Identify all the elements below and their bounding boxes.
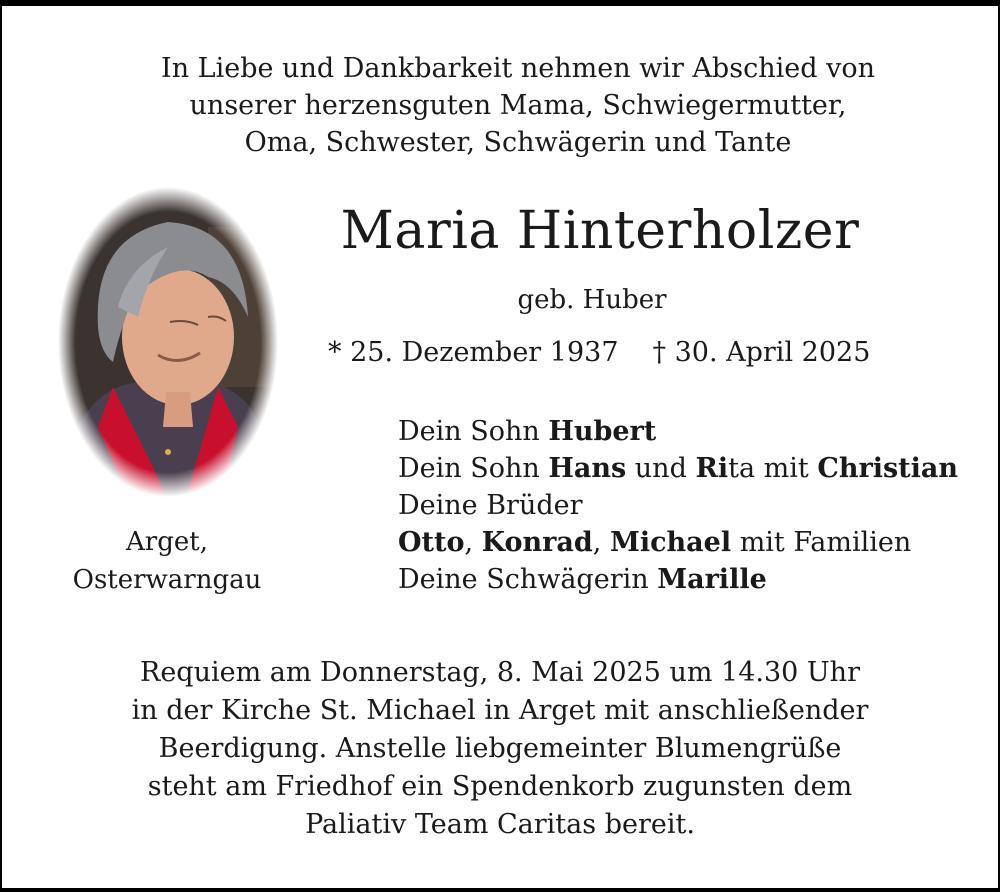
residence-line: Arget, bbox=[126, 527, 208, 557]
mourner-name: Hubert bbox=[548, 416, 657, 447]
connector-text: , bbox=[464, 527, 482, 558]
relation-text: Dein Sohn bbox=[398, 453, 549, 484]
connector-text: , bbox=[592, 527, 610, 558]
mourner-line bbox=[398, 450, 958, 487]
mourner-name: Otto bbox=[398, 527, 465, 558]
relation-text: Deine Schwägerin bbox=[398, 564, 658, 595]
relation-text: Dein Sohn bbox=[398, 416, 549, 447]
requiem-line: Paliativ Team Caritas bereit. bbox=[305, 809, 695, 840]
mourners-list bbox=[398, 413, 958, 598]
requiem-line: Beerdigung. Anstelle liebgemeinter Blumengrüße bbox=[158, 733, 842, 764]
life-dates bbox=[328, 334, 870, 372]
death-date: † 30. April 2025 bbox=[652, 337, 871, 368]
residence bbox=[56, 523, 278, 599]
requiem-line: in der Kirche St. Michael in Arget mit anschließender bbox=[131, 695, 869, 726]
mourner-name: Christian bbox=[817, 453, 958, 484]
intro-line: Oma, Schwester, Schwägerin und Tante bbox=[244, 127, 792, 158]
residence-line: Osterwarngau bbox=[72, 565, 262, 595]
mourner-line: Deine Brüder bbox=[398, 490, 583, 521]
connector-text: und bbox=[626, 453, 696, 484]
intro-text bbox=[100, 50, 936, 161]
mourner-line bbox=[398, 561, 958, 598]
mourner-name: Hans bbox=[548, 453, 627, 484]
intro-line: In Liebe und Dankbarkeit nehmen wir Abschied von bbox=[161, 53, 875, 84]
maiden-name: geb. Huber bbox=[517, 285, 667, 315]
deceased-name: Maria Hinterholzer bbox=[340, 201, 860, 261]
mourner-line bbox=[398, 413, 958, 450]
connector-text: ta mit bbox=[728, 453, 818, 484]
mourner-name: Ri bbox=[695, 453, 729, 484]
mourner-name: Konrad bbox=[481, 527, 593, 558]
requiem-info bbox=[80, 654, 920, 844]
requiem-line: steht am Friedhof ein Spendenkorb zugunsten dem bbox=[147, 771, 853, 802]
mourner-name: Michael bbox=[609, 527, 732, 558]
mourner-line bbox=[398, 524, 958, 561]
mourner-name: Marille bbox=[657, 564, 767, 595]
portrait-photo bbox=[58, 187, 278, 497]
requiem-line: Requiem am Donnerstag, 8. Mai 2025 um 14.30 Uhr bbox=[140, 657, 860, 688]
intro-line: unserer herzensguten Mama, Schwiegermutter, bbox=[189, 90, 847, 121]
connector-text: mit Familien bbox=[731, 527, 912, 558]
birth-date: * 25. Dezember 1937 bbox=[328, 337, 619, 368]
